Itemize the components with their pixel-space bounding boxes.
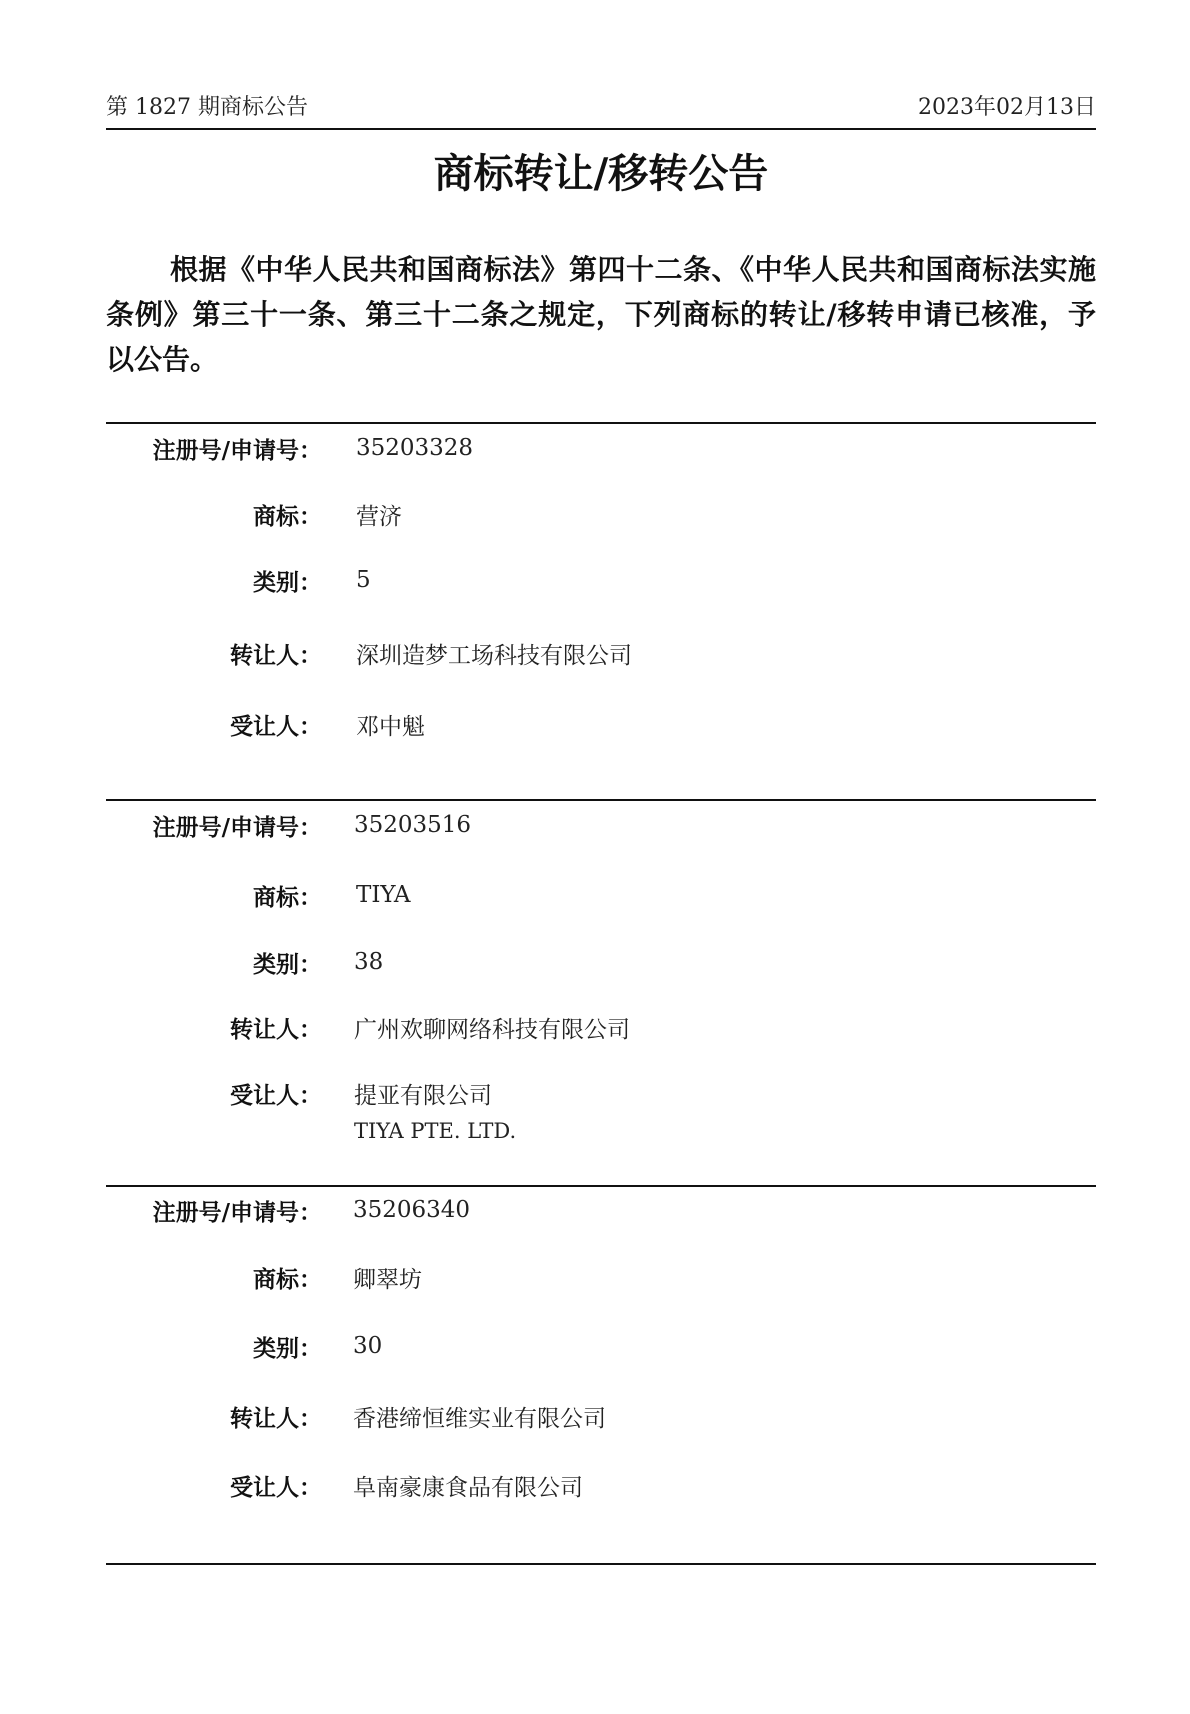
entry-divider [106,422,1096,424]
mark-value: TIYA [356,882,411,908]
assignee-value: 阜南豪康食品有限公司 [353,1474,583,1501]
reg-no-value: 35203516 [354,812,472,838]
entry-1-assignor-row [106,636,1096,670]
reg-no-value: 35206340 [353,1197,471,1223]
entry-3-class-row [106,1329,1096,1363]
entry-2-assignee-en-row [106,1114,1096,1148]
entry-divider [106,799,1096,801]
assignor-value: 深圳造梦工场科技有限公司 [356,642,632,669]
entry-divider [106,1185,1096,1187]
assignor-label: 转让人： [230,1404,322,1432]
reg-no-label: 注册号/申请号： [152,1198,322,1226]
entry-2-assignee-row [106,1076,1096,1110]
mark-label: 商标： [253,1265,322,1293]
class-value: 38 [354,949,384,975]
mark-label: 商标： [253,883,322,911]
assignor-value: 广州欢聊网络科技有限公司 [354,1016,630,1043]
mark-value: 营济 [356,503,402,530]
class-value: 30 [353,1333,383,1359]
assignee-label: 受让人： [230,1081,322,1109]
assignee-value: 提亚有限公司 [354,1082,492,1109]
entry-3-reg-no-row [106,1193,1096,1227]
assignee-english-name: TIYA PTE. LTD. [354,1119,517,1143]
assignor-label: 转让人： [230,641,322,669]
entry-2-assignor-row [106,1010,1096,1044]
entry-3-assignee-row [106,1468,1096,1502]
assignee-label: 受让人： [230,712,322,740]
assignor-value: 香港缔恒维实业有限公司 [353,1405,606,1432]
reg-no-value: 35203328 [356,435,474,461]
footer-divider [106,1563,1096,1565]
publish-date: 2023年02月13日 [918,95,1096,120]
mark-value: 卿翠坊 [353,1266,422,1293]
assignor-label: 转让人： [230,1015,322,1043]
page-header [106,92,1096,130]
entry-2-mark-row [106,878,1096,912]
reg-no-label: 注册号/申请号： [152,813,322,841]
entry-1-reg-no-row [106,431,1096,465]
issue-number: 第 1827 期商标公告 [106,95,308,120]
intro-paragraph: 根据《中华人民共和国商标法》第四十二条、《中华人民共和国商标法实施条例》第三十一条、第三十二条之规定，下列商标的转让/移转申请已核准，予以公告。 [106,253,1096,376]
entry-3-assignor-row [106,1399,1096,1433]
page-title: 商标转让/移转公告 [433,150,769,197]
entry-1-mark-row [106,497,1096,531]
assignee-value: 邓中魁 [356,713,425,740]
class-label: 类别： [253,1334,322,1362]
entry-1-class-row [106,563,1096,597]
assignee-label: 受让人： [230,1473,322,1501]
reg-no-label: 注册号/申请号： [152,436,322,464]
entry-3-mark-row [106,1260,1096,1294]
entry-2-class-row [106,945,1096,979]
class-label: 类别： [253,950,322,978]
class-label: 类别： [253,568,322,596]
entry-1-assignee-row [106,707,1096,741]
class-value: 5 [356,567,371,593]
mark-label: 商标： [253,502,322,530]
entry-2-reg-no-row [106,808,1096,842]
